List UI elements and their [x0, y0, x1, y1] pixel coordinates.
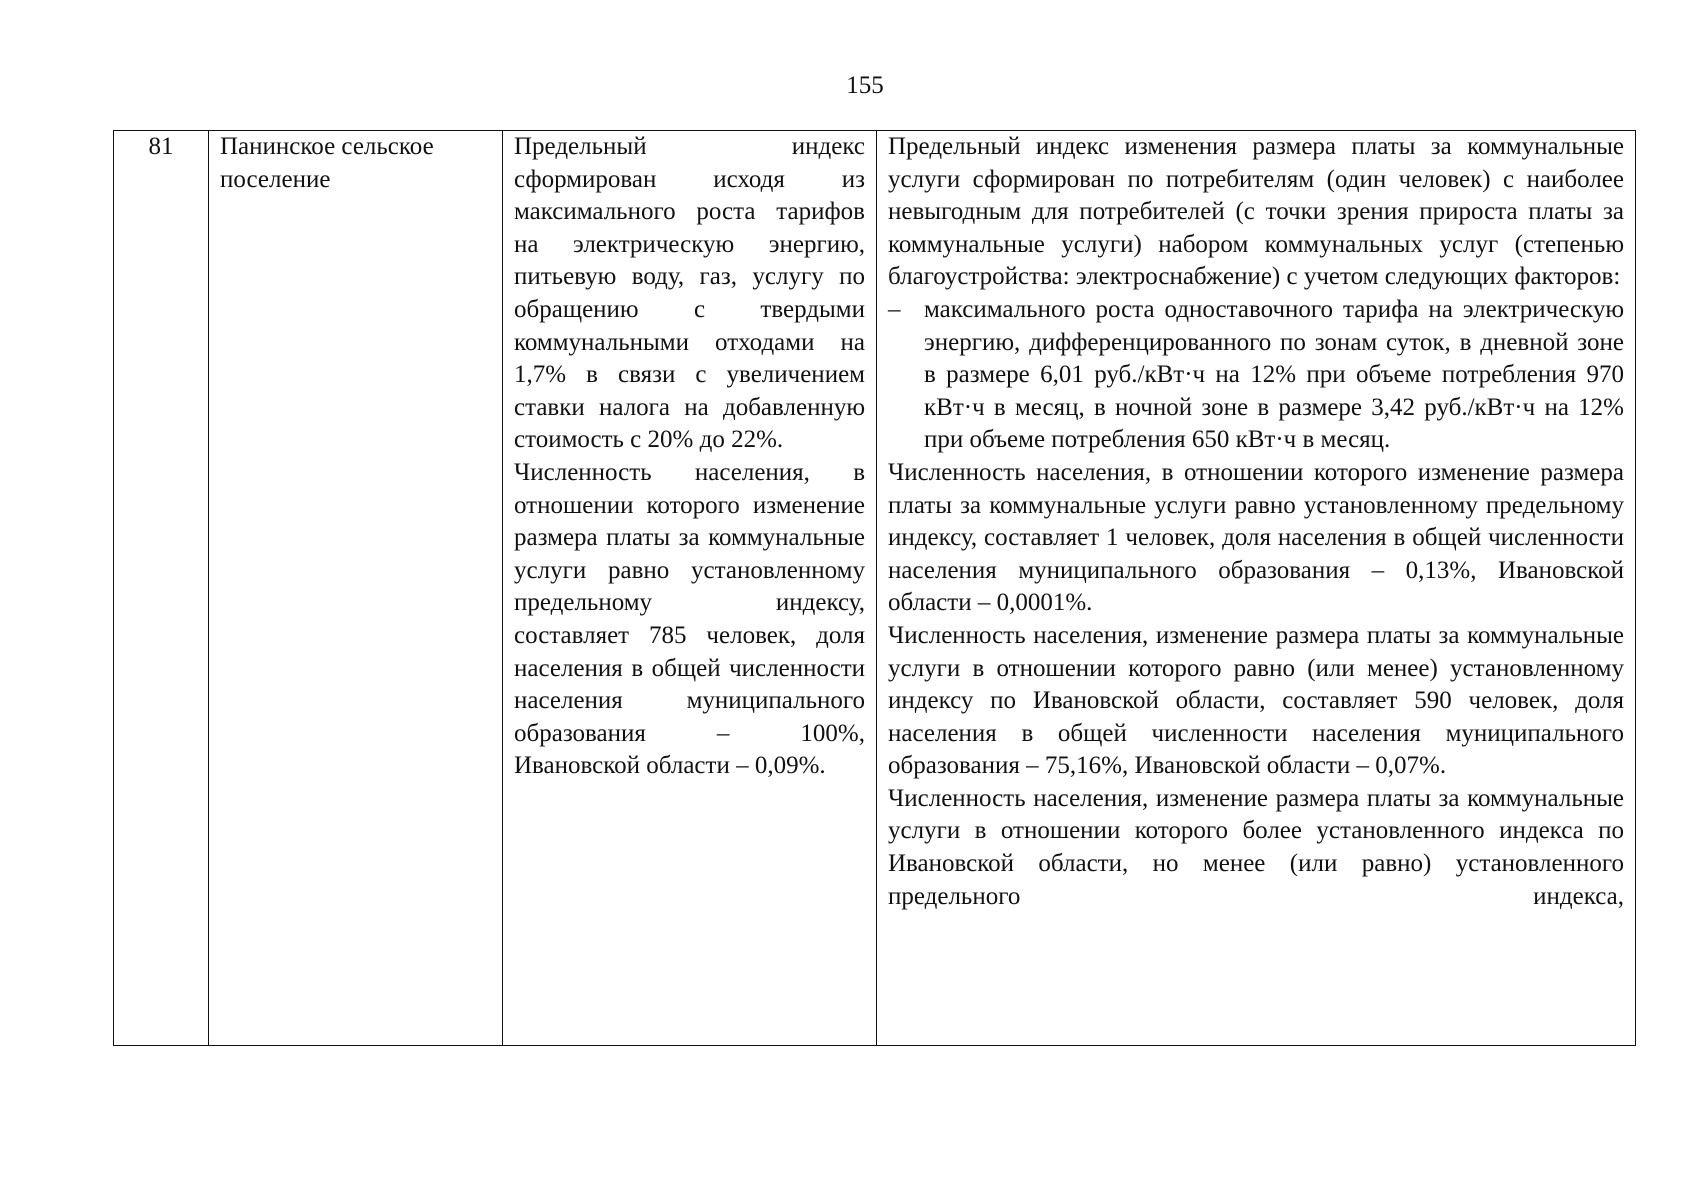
basis-paragraph: Численность населения, в отношении которого изменение размера платы за коммунальные услуги равно установленному предельному индексу, составляет 785 человек, доля населения в общей численности населения муниципального образования – 100%, Ивановской области – 0,09%. — [514, 458, 865, 780]
municipality-name: Панинское сельское поселение — [220, 133, 434, 193]
description-paragraph: Численность населения, в отношении которого изменение размера платы за коммунальные услуги равно установленному предельному индексу, составляет 1 человек, доля населения в общей численности населения муниципального образования – 0,13%, Ивановской области – 0,0001%. — [888, 458, 1624, 617]
basis-cell — [503, 131, 877, 1046]
page-number: 155 — [846, 72, 884, 99]
description-paragraph: Численность населения, изменение размера платы за коммунальные услуги в отношении которого более установленного индекса по Ивановской области, но менее (или равно) установленного предельного индекса, — [888, 784, 1624, 910]
factor-list — [888, 294, 1624, 457]
list-item — [888, 294, 1624, 457]
factor-text: максимального роста одноставочного тарифа на электрическую энергию, дифференцированного по зонам суток, в дневной зоне в размере 6,01 руб./кВт·ч на 12% при объеме потребления 970 кВт·ч в месяц, в ночной зоне в размере 3,42 руб./кВт·ч на 12% при объеме потребления 650 кВт·ч в месяц. — [924, 295, 1624, 454]
description-paragraph: Численность населения, изменение размера платы за коммунальные услуги в отношении которого равно (или менее) установленному индексу по Ивановской области, составляет 590 человек, доля населения в общей численности населения муниципального образования – 75,16%, Ивановской области – 0,07%. — [888, 621, 1624, 780]
basis-paragraph: Предельный индекс сформирован исходя из максимального роста тарифов на электрическую энергию, питьевую воду, газ, услугу по обращению с твердыми коммунальными отходами на 1,7% в связи с увеличением ставки налога на добавленную стоимость с 20% до 22%. — [514, 133, 865, 454]
description-cell — [877, 131, 1636, 1046]
row-number: 81 — [148, 133, 174, 160]
description-intro: Предельный индекс изменения размера платы за коммунальные услуги сформирован по потребителям (один человек) с наиболее невыгодным для потребителей (с точки зрения прироста платы за коммунальные услуги) набором коммунальных услуг (степенью благоустройства: электроснабжение) с учетом следующих факторов: — [888, 133, 1624, 291]
municipality-cell — [209, 131, 503, 1046]
dash-marker: – — [888, 295, 901, 323]
table-row — [114, 131, 1636, 1046]
row-number-cell — [114, 131, 209, 1046]
index-table — [113, 130, 1636, 1046]
